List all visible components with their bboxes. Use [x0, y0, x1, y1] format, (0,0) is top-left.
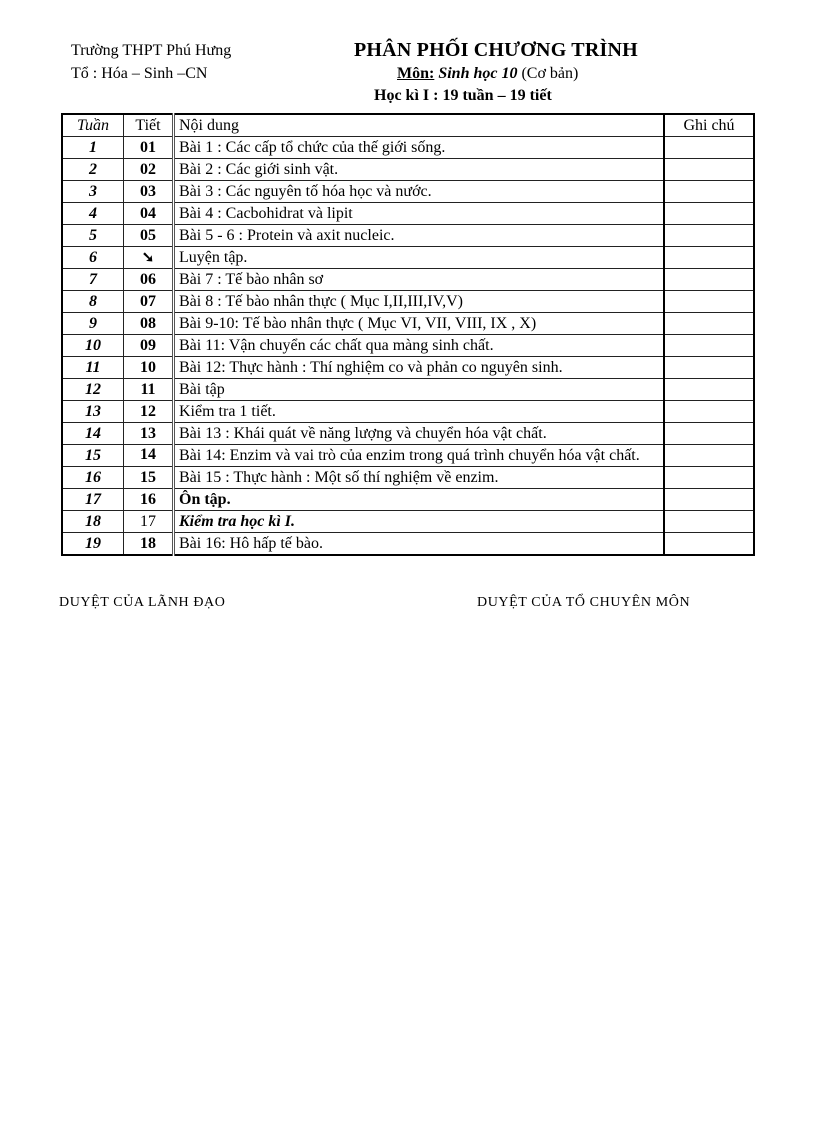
period-cell: 13 — [124, 423, 174, 445]
note-cell — [664, 379, 754, 401]
week-cell: 13 — [62, 401, 124, 423]
table-row — [62, 159, 754, 181]
period-cell — [124, 247, 174, 269]
note-cell — [664, 467, 754, 489]
content-cell: Bài 3 : Các nguyên tố hóa học và nước. — [174, 181, 665, 203]
period-cell: 08 — [124, 313, 174, 335]
column-header-note: Ghi chú — [664, 114, 754, 137]
week-cell: 15 — [62, 445, 124, 467]
week-cell: 11 — [62, 357, 124, 379]
note-cell — [664, 203, 754, 225]
note-cell — [664, 445, 754, 467]
week-cell: 12 — [62, 379, 124, 401]
subject-level: (Cơ bản) — [521, 65, 579, 82]
note-cell — [664, 533, 754, 556]
period-cell: 18 — [124, 533, 174, 556]
note-cell — [664, 181, 754, 203]
period-cell: 07 — [124, 291, 174, 313]
content-cell: Bài 16: Hô hấp tế bào. — [174, 533, 665, 556]
content-cell: Luyện tập. — [174, 247, 665, 269]
term-info: Học kì I : 19 tuần – 19 tiết — [374, 87, 552, 104]
content-cell: Bài 12: Thực hành : Thí nghiệm co và phản co nguyên sinh. — [174, 357, 665, 379]
content-cell: Bài 13 : Khái quát về năng lượng và chuyển hóa vật chất. — [174, 423, 665, 445]
note-cell — [664, 247, 754, 269]
table-row — [62, 423, 754, 445]
table-row — [62, 203, 754, 225]
note-cell — [664, 423, 754, 445]
department-name: Tổ : Hóa – Sinh –CN — [71, 65, 208, 82]
week-cell: 5 — [62, 225, 124, 247]
week-cell: 8 — [62, 291, 124, 313]
table-row — [62, 269, 754, 291]
content-cell: Bài 9-10: Tế bào nhân thực ( Mục VI, VII, VIII, IX , X) — [174, 313, 665, 335]
week-cell: 6 — [62, 247, 124, 269]
content-cell: Bài 15 : Thực hành : Một số thí nghiệm về enzim. — [174, 467, 665, 489]
school-name: Trường THPT Phú Hưng — [71, 42, 232, 59]
table-row — [62, 445, 754, 467]
column-header-week: Tuần — [62, 114, 124, 137]
department-approval-label: DUYỆT CỦA TỔ CHUYÊN MÔN — [477, 595, 691, 610]
week-cell: 14 — [62, 423, 124, 445]
table-row — [62, 181, 754, 203]
note-cell — [664, 313, 754, 335]
content-cell: Bài 8 : Tế bào nhân thực ( Mục I,II,III,IV,V) — [174, 291, 665, 313]
week-cell: 1 — [62, 137, 124, 159]
week-cell: 17 — [62, 489, 124, 511]
table-row — [62, 401, 754, 423]
content-cell: Bài 11: Vận chuyển các chất qua màng sinh chất. — [174, 335, 665, 357]
period-cell: 17 — [124, 511, 174, 533]
content-cell: Bài 4 : Cacbohidrat và lipit — [174, 203, 665, 225]
column-header-period: Tiết — [124, 114, 174, 137]
table-row — [62, 247, 754, 269]
content-cell: Bài 2 : Các giới sinh vật. — [174, 159, 665, 181]
note-cell — [664, 335, 754, 357]
period-cell: 04 — [124, 203, 174, 225]
week-cell: 9 — [62, 313, 124, 335]
subject-line — [397, 65, 578, 83]
table-row — [62, 533, 754, 556]
note-cell — [664, 489, 754, 511]
subject-name: Sinh học 10 — [438, 65, 518, 82]
content-cell: Ôn tập. — [174, 489, 665, 511]
note-cell — [664, 401, 754, 423]
table-row — [62, 137, 754, 159]
note-cell — [664, 357, 754, 379]
content-cell: Bài 7 : Tế bào nhân sơ — [174, 269, 665, 291]
period-cell: 10 — [124, 357, 174, 379]
period-cell: 15 — [124, 467, 174, 489]
content-cell: Bài 5 - 6 : Protein và axit nucleic. — [174, 225, 665, 247]
period-cell: 03 — [124, 181, 174, 203]
content-cell: Bài tập — [174, 379, 665, 401]
week-cell: 7 — [62, 269, 124, 291]
leadership-approval-label: DUYỆT CỦA LÃNH ĐẠO — [59, 595, 226, 610]
week-cell: 18 — [62, 511, 124, 533]
period-cell: 11 — [124, 379, 174, 401]
table-row — [62, 291, 754, 313]
content-cell: Kiểm tra 1 tiết. — [174, 401, 665, 423]
subject-label: Môn: — [397, 65, 435, 82]
week-cell: 19 — [62, 533, 124, 556]
period-cell: 12 — [124, 401, 174, 423]
content-cell: Bài 1 : Các cấp tổ chức của thế giới sống. — [174, 137, 665, 159]
content-cell: Bài 14: Enzim và vai trò của enzim trong quá trình chuyển hóa vật chất. — [174, 445, 665, 467]
period-cell: 02 — [124, 159, 174, 181]
note-cell — [664, 511, 754, 533]
period-cell: 16 — [124, 489, 174, 511]
period-cell: 01 — [124, 137, 174, 159]
column-header-content: Nội dung — [174, 114, 665, 137]
curriculum-table — [61, 113, 755, 556]
period-cell: 06 — [124, 269, 174, 291]
week-cell: 4 — [62, 203, 124, 225]
table-row — [62, 511, 754, 533]
note-cell — [664, 291, 754, 313]
note-cell — [664, 269, 754, 291]
content-cell: Kiểm tra học kì I. — [174, 511, 665, 533]
period-cell: 05 — [124, 225, 174, 247]
table-row — [62, 225, 754, 247]
week-cell: 3 — [62, 181, 124, 203]
table-row — [62, 357, 754, 379]
table-row — [62, 379, 754, 401]
note-cell — [664, 159, 754, 181]
table-row — [62, 467, 754, 489]
table-row — [62, 313, 754, 335]
note-cell — [664, 137, 754, 159]
document-title: PHÂN PHỐI CHƯƠNG TRÌNH — [354, 39, 638, 61]
period-cell: 09 — [124, 335, 174, 357]
week-cell: 10 — [62, 335, 124, 357]
arrow-icon: ➘ — [141, 249, 155, 266]
table-row — [62, 489, 754, 511]
table-row — [62, 335, 754, 357]
table-header-row — [62, 114, 754, 137]
note-cell — [664, 225, 754, 247]
period-cell: 14 — [124, 445, 174, 467]
week-cell: 16 — [62, 467, 124, 489]
week-cell: 2 — [62, 159, 124, 181]
